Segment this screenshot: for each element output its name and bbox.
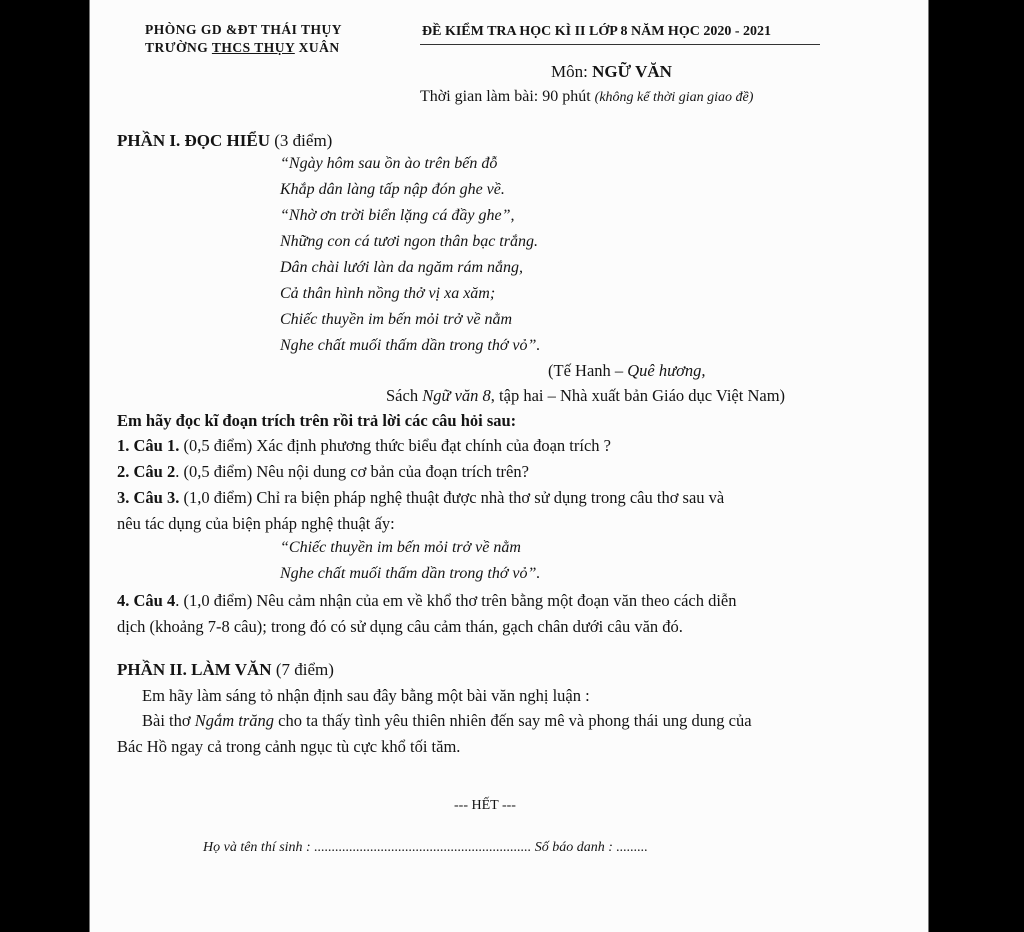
quoted-verse: “Chiếc thuyền im bến mỏi trở về nằm <box>280 539 521 556</box>
part1-points: (3 điểm) <box>270 131 333 150</box>
time-note: (không kể thời gian giao đề) <box>594 90 754 105</box>
subject-line <box>551 62 672 82</box>
title-underline <box>420 44 820 45</box>
poem-title: Quê hương, <box>627 361 706 380</box>
question-4 <box>117 591 737 611</box>
part2-heading <box>117 660 334 680</box>
question-2 <box>117 462 529 482</box>
poem-line: Khắp dân làng tấp nập đón ghe về. <box>280 181 505 198</box>
question-4-continued: dịch (khoảng 7-8 câu); trong đó có sử dụng câu cảm thán, gạch chân dưới câu văn đó. <box>117 617 683 636</box>
candidate-info <box>203 840 648 856</box>
question-text: (0,5 điểm) Xác định phương thức biểu đạt chính của đoạn trích ? <box>179 436 611 455</box>
school-prefix: TRƯỜNG <box>145 40 212 55</box>
exam-paper <box>90 0 928 932</box>
poem-line: Dân chài lưới làn da ngăm rám nắng, <box>280 259 524 276</box>
poem-line: Nghe chất muối thấm dần trong thớ vỏ”. <box>280 337 541 354</box>
time-text: Thời gian làm bài: 90 phút <box>420 88 595 105</box>
question-text: (1,0 điểm) Chỉ ra biện pháp nghệ thuật được nhà thơ sử dụng trong câu thơ sau và <box>179 488 725 507</box>
reading-instruction: Em hãy đọc kĩ đoạn trích trên rồi trả lời các câu hỏi sau: <box>117 411 517 430</box>
question-text: . (0,5 điểm) Nêu nội dung cơ bản của đoạn trích trên? <box>175 462 529 481</box>
essay-statement <box>142 711 752 731</box>
essay-statement-continued: Bác Hồ ngay cả trong cảnh ngục tù cực khổ tối tăm. <box>117 737 461 756</box>
school-name <box>145 40 340 56</box>
subject-label: Môn: <box>551 62 593 81</box>
source-suffix: , tập hai – Nhà xuất bản Giáo dục Việt Nam) <box>490 386 786 405</box>
time-line <box>420 88 753 106</box>
part2-points: (7 điểm) <box>271 660 334 679</box>
question-1 <box>117 436 611 456</box>
question-text: . (1,0 điểm) Nêu cảm nhận của em về khổ thơ trên bằng một đoạn văn theo cách diễn <box>175 591 737 610</box>
school-name-underlined: THCS THỤY <box>211 40 295 55</box>
author: (Tế Hanh – <box>548 361 628 380</box>
poem-line: “Nhờ ơn trời biển lặng cá đầy ghe”, <box>280 207 515 224</box>
poem-line: Những con cá tươi ngon thân bạc trắng. <box>280 233 538 250</box>
statement-suffix: cho ta thấy tình yêu thiên nhiên đến say mê và phong thái ung dung của <box>274 711 752 730</box>
poem-attribution <box>548 361 706 381</box>
question-number: 1. Câu 1. <box>117 436 180 455</box>
source-book: Ngữ văn 8 <box>422 386 491 405</box>
part1-heading <box>117 131 332 151</box>
part2-title: PHẦN II. LÀM VĂN <box>117 660 272 679</box>
school-suffix: XUÂN <box>294 40 340 55</box>
name-dots: .............................................................. <box>314 840 532 855</box>
department-name: PHÒNG GD &ĐT THÁI THỤY <box>145 22 343 37</box>
subject-name: NGỮ VĂN <box>592 62 672 81</box>
end-marker: --- HẾT --- <box>454 798 516 813</box>
source-prefix: Sách <box>386 386 423 405</box>
poem-line: “Ngày hôm sau ồn ào trên bến đỗ <box>280 155 498 172</box>
name-label: Họ và tên thí sinh : <box>203 840 315 855</box>
poem-source <box>386 386 785 406</box>
statement-poem: Ngắm trăng <box>194 711 275 730</box>
question-number: 3. Câu 3. <box>117 488 180 507</box>
statement-prefix: Bài thơ <box>142 711 195 730</box>
essay-prompt: Em hãy làm sáng tỏ nhận định sau đây bằng một bài văn nghị luận : <box>142 686 590 705</box>
id-dots: ......... <box>616 840 648 855</box>
poem-line: Cả thân hình nồng thở vị xa xăm; <box>280 285 496 302</box>
quoted-verse: Nghe chất muối thấm dần trong thớ vỏ”. <box>280 565 541 582</box>
question-3-continued: nêu tác dụng của biện pháp nghệ thuật ấy: <box>117 514 395 533</box>
poem-line: Chiếc thuyền im bến mỏi trở về nằm <box>280 311 513 328</box>
id-label: Số báo danh : <box>531 840 617 855</box>
question-number: 4. Câu 4 <box>117 591 176 610</box>
question-3 <box>117 488 724 508</box>
question-number: 2. Câu 2 <box>117 462 176 481</box>
part1-title: PHẦN I. ĐỌC HIỂU <box>117 131 271 150</box>
exam-title: ĐỀ KIỂM TRA HỌC KÌ II LỚP 8 NĂM HỌC 2020 - 2021 <box>422 24 771 39</box>
